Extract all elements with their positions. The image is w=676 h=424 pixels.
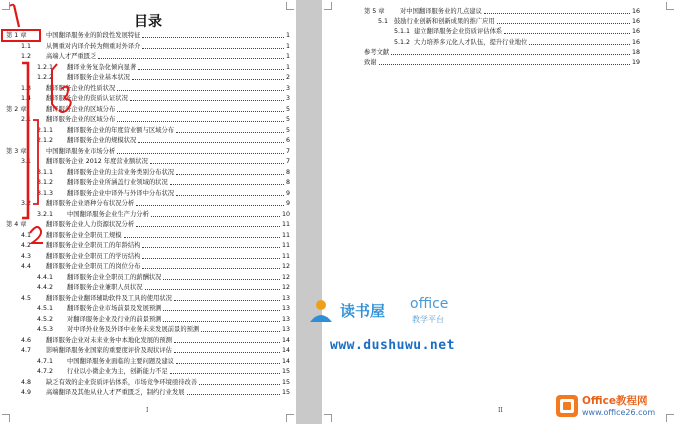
toc-entry-text: 从侧重对内译介转为侧重对外译介 bbox=[46, 42, 141, 50]
toc-entry-number: 4.5 bbox=[21, 294, 32, 302]
toc-entry[interactable] bbox=[21, 94, 290, 104]
toc-entry-number: 1.3 bbox=[21, 84, 32, 92]
toc-entry-page: 18 bbox=[631, 48, 640, 56]
toc-entry-text: 翻译服务企业的年度营业额与区域分布 bbox=[67, 126, 175, 134]
toc-entry[interactable] bbox=[394, 27, 640, 37]
toc-entry-number: 5.1.2 bbox=[394, 38, 411, 46]
toc-entry[interactable] bbox=[37, 283, 290, 293]
toc-entry[interactable] bbox=[37, 63, 290, 73]
toc-entry[interactable] bbox=[21, 199, 290, 209]
toc-entry[interactable] bbox=[394, 38, 640, 48]
toc-entry-number: 4.7 bbox=[21, 347, 32, 354]
toc-entry-text: 鼓励行业创新和创新成果的推广应用 bbox=[394, 18, 495, 26]
toc-entry-text: 翻译业务复杂化倾向显著 bbox=[67, 63, 137, 71]
toc-entry-text: 翻译服务企业 2012 年度营业额状况 bbox=[46, 158, 148, 165]
toc-entry-page: 11 bbox=[281, 252, 290, 260]
toc-entry-page: 8 bbox=[285, 179, 290, 186]
toc-entry[interactable] bbox=[21, 52, 290, 62]
toc-entry-number: 1.1 bbox=[21, 42, 32, 50]
toc-entry[interactable] bbox=[37, 273, 290, 283]
toc-entry-number: 5.1.1 bbox=[394, 28, 411, 36]
toc-entry[interactable] bbox=[21, 294, 290, 304]
toc-entry-text: 翻译服务企业翻译辅助软件及工具的使用状况 bbox=[46, 294, 172, 302]
toc-leader-dots bbox=[151, 210, 280, 217]
toc-leader-dots bbox=[504, 27, 630, 34]
toc-entry[interactable] bbox=[6, 105, 290, 115]
toc-entry-page: 7 bbox=[285, 158, 290, 165]
toc-entry-number: 1.2.1 bbox=[37, 63, 54, 71]
toc-entry-page: 9 bbox=[285, 200, 290, 207]
toc-leader-dots bbox=[176, 189, 284, 196]
toc-entry-text: 翻译服务企业全职员工的年龄结构 bbox=[46, 242, 141, 249]
toc-leader-dots bbox=[142, 42, 284, 49]
toc-leader-dots bbox=[132, 73, 284, 80]
toc-entry-text: 翻译服务企业的资质认证状况 bbox=[46, 95, 128, 102]
toc-entry-page: 19 bbox=[631, 59, 640, 66]
toc-leader-dots bbox=[142, 241, 280, 248]
toc-entry-number: 4.4 bbox=[21, 263, 32, 270]
toc-entry-number: 第 4 章 bbox=[6, 221, 27, 228]
toc-entry[interactable] bbox=[21, 336, 290, 346]
toc-entry-page: 12 bbox=[281, 273, 290, 281]
toc-entry[interactable] bbox=[364, 58, 640, 68]
toc-entry-text: 建立翻译服务企业资质评估体系 bbox=[414, 28, 503, 36]
toc-entry-page: 16 bbox=[631, 18, 640, 26]
toc-entry-number: 4.1 bbox=[21, 231, 32, 239]
toc-leader-dots bbox=[176, 168, 284, 175]
crop-mark bbox=[324, 2, 332, 10]
toc-entry-number: 第 5 章 bbox=[364, 8, 385, 15]
toc-leader-dots bbox=[130, 94, 284, 101]
watermark-url: www.dushuwu.net bbox=[330, 338, 455, 353]
document-page-1 bbox=[0, 0, 296, 424]
brand-name: Office教程网 bbox=[582, 395, 648, 407]
toc-entry[interactable] bbox=[364, 7, 640, 17]
toc-entry-page: 14 bbox=[281, 347, 290, 354]
office-logo-icon bbox=[556, 395, 578, 417]
toc-entry[interactable] bbox=[37, 126, 290, 136]
toc-entry-number: 4.2 bbox=[21, 242, 32, 249]
toc-entry-page: 13 bbox=[281, 326, 290, 333]
toc-entry-number: 3.1.1 bbox=[37, 168, 54, 176]
toc-leader-dots bbox=[98, 52, 284, 59]
toc-entry-number: 4.9 bbox=[21, 389, 32, 396]
toc-entry-text: 高端翻译及其他从业人才严重匮乏，制约行业发展 bbox=[46, 389, 185, 396]
toc-entry[interactable] bbox=[21, 252, 290, 262]
toc-entry-page: 8 bbox=[285, 168, 290, 176]
toc-entry-page: 13 bbox=[281, 294, 290, 302]
watermark-site-name: 读书屋 bbox=[340, 302, 386, 320]
toc-entry-text: 翻译服务企业所涵盖行业领域的状况 bbox=[67, 179, 168, 186]
toc-entry-text: 翻译服务企业的主营业务类别分布状况 bbox=[67, 168, 175, 176]
toc-entry-page: 13 bbox=[281, 305, 290, 312]
toc-entry-page: 3 bbox=[285, 95, 290, 102]
toc-entry[interactable] bbox=[364, 48, 640, 58]
toc-entry-page: 1 bbox=[285, 63, 290, 71]
toc-entry[interactable] bbox=[21, 231, 290, 241]
crop-mark bbox=[666, 2, 674, 10]
watermark-office-label: office bbox=[410, 296, 449, 312]
toc-leader-dots bbox=[201, 325, 280, 332]
toc-entry[interactable] bbox=[21, 262, 290, 272]
toc-entry-page: 11 bbox=[281, 242, 290, 249]
toc-entry-page: 1 bbox=[285, 42, 290, 50]
toc-leader-dots bbox=[117, 147, 284, 154]
toc-entry-number: 1.2.2 bbox=[37, 74, 54, 81]
toc-entry-text: 行业以小微企业为主，创新能力不足 bbox=[67, 368, 168, 375]
toc-entry[interactable] bbox=[21, 115, 290, 125]
toc-entry-text: 影响翻译服务业国家的重要度评价及现状评估 bbox=[46, 347, 172, 354]
toc-entry[interactable] bbox=[378, 17, 640, 27]
toc-entry-page: 11 bbox=[281, 221, 290, 228]
toc-entry-number: 致谢 bbox=[364, 59, 377, 66]
toc-entry-page: 10 bbox=[281, 210, 290, 218]
toc-entry-page: 15 bbox=[281, 378, 290, 386]
toc-entry-text: 翻译服务企业中译外与外译中分布状况 bbox=[67, 189, 175, 197]
toc-entry-page: 14 bbox=[281, 336, 290, 344]
brand-badge bbox=[556, 393, 674, 421]
toc-entry-page: 3 bbox=[285, 84, 290, 92]
toc-entry-text: 对中译外业务及外译中业务未来发展前景的预测 bbox=[67, 326, 200, 333]
toc-title: 目录 bbox=[134, 14, 162, 30]
toc-entry-text: 翻译服务企业的规模状况 bbox=[67, 137, 137, 144]
brand-url: www.office26.com bbox=[582, 408, 656, 417]
toc-entry-number: 3.2.1 bbox=[37, 210, 54, 218]
toc-entry[interactable] bbox=[21, 388, 290, 398]
toc-entry[interactable] bbox=[6, 31, 290, 41]
toc-entry-number: 参考文献 bbox=[364, 48, 390, 56]
toc-leader-dots bbox=[117, 84, 284, 91]
toc-entry[interactable] bbox=[37, 189, 290, 199]
toc-entry-text: 翻译服务企业全职员工的学历结构 bbox=[46, 252, 141, 260]
toc-entry-page: 7 bbox=[285, 147, 290, 155]
toc-entry-number: 5.1 bbox=[378, 18, 389, 26]
toc-leader-dots bbox=[170, 367, 280, 374]
toc-entry[interactable] bbox=[21, 346, 290, 356]
toc-entry-number: 第 2 章 bbox=[6, 105, 27, 113]
toc-entry-text: 中国翻译服务业市场分析 bbox=[46, 147, 116, 155]
toc-entry-text: 翻译服务企业的区域分布 bbox=[46, 116, 116, 123]
toc-entry-page: 5 bbox=[285, 126, 290, 134]
toc-leader-dots bbox=[497, 17, 630, 24]
toc-entry-page: 9 bbox=[285, 189, 290, 197]
toc-leader-dots bbox=[117, 115, 284, 122]
toc-leader-dots bbox=[150, 157, 284, 164]
toc-entry[interactable] bbox=[37, 73, 290, 83]
toc-entry-page: 16 bbox=[631, 28, 640, 36]
toc-entry-page: 12 bbox=[281, 284, 290, 291]
page-number: I bbox=[146, 407, 149, 414]
toc-leader-dots bbox=[138, 136, 284, 143]
toc-leader-dots bbox=[484, 7, 630, 14]
toc-entry[interactable] bbox=[21, 378, 290, 388]
toc-entry-number: 4.6 bbox=[21, 336, 32, 344]
toc-entry-text: 对中国翻译服务业的几点建议 bbox=[400, 8, 482, 15]
toc-entry-number: 4.4.2 bbox=[37, 284, 54, 291]
toc-entry-number: 4.5.1 bbox=[37, 305, 54, 312]
toc-entry-page: 1 bbox=[285, 32, 290, 39]
toc-entry[interactable] bbox=[37, 178, 290, 188]
toc-entry-number: 第 1 章 bbox=[6, 32, 27, 39]
crop-mark bbox=[286, 2, 294, 10]
toc-entry-page: 5 bbox=[285, 105, 290, 113]
toc-entry-number: 4.7.1 bbox=[37, 357, 54, 365]
crop-mark bbox=[286, 414, 294, 422]
toc-entry-page: 5 bbox=[285, 116, 290, 123]
toc-entry[interactable] bbox=[37, 304, 290, 314]
toc-entry-text: 翻译服务企业基本状况 bbox=[67, 74, 130, 81]
toc-entry-text: 翻译服务企业人力资源状况分析 bbox=[46, 221, 135, 228]
toc-entry-text: 翻译服务企业全职员工的岗位分布 bbox=[46, 263, 141, 270]
toc-entry-number: 1.2 bbox=[21, 53, 32, 60]
toc-leader-dots bbox=[138, 63, 284, 70]
toc-leader-dots bbox=[142, 252, 280, 259]
toc-entry-number: 3.1 bbox=[21, 158, 32, 165]
toc-entry-text: 翻译服务企业兼职人员状况 bbox=[67, 284, 143, 291]
crop-mark bbox=[2, 414, 10, 422]
toc-entry-text: 大力培养多元化人才队伍，提升行业地位 bbox=[414, 38, 528, 46]
toc-entry-text: 中国翻译服务业面临的主要问题及建议 bbox=[67, 357, 175, 365]
toc-leader-dots bbox=[163, 273, 280, 280]
toc-entry-number: 4.3 bbox=[21, 252, 32, 260]
toc-entry-number: 第 3 章 bbox=[6, 147, 27, 155]
toc-entry-page: 2 bbox=[285, 74, 290, 81]
toc-entry[interactable] bbox=[37, 325, 290, 335]
toc-entry[interactable] bbox=[37, 367, 290, 377]
toc-leader-dots bbox=[529, 38, 630, 45]
toc-entry-number: 1.4 bbox=[21, 95, 32, 102]
toc-entry-page: 16 bbox=[631, 8, 640, 15]
toc-leader-dots bbox=[187, 388, 280, 395]
toc-leader-dots bbox=[124, 231, 280, 238]
toc-entry-text: 翻译服务企业的区域分布 bbox=[46, 105, 116, 113]
toc-leader-dots bbox=[176, 357, 280, 364]
toc-leader-dots bbox=[136, 220, 280, 227]
toc-entry-number: 2.1.2 bbox=[37, 137, 54, 144]
toc-entry[interactable] bbox=[21, 42, 290, 52]
toc-entry-number: 4.8 bbox=[21, 378, 32, 386]
toc-leader-dots bbox=[142, 31, 284, 38]
toc-entry-text: 中国翻译服务业的阶段性发展特征 bbox=[46, 32, 141, 39]
toc-entry[interactable] bbox=[37, 315, 290, 325]
toc-entry-page: 12 bbox=[281, 263, 290, 270]
toc-entry[interactable] bbox=[37, 357, 290, 367]
toc-leader-dots bbox=[174, 336, 280, 343]
toc-entry-page: 11 bbox=[281, 231, 290, 239]
toc-entry-page: 15 bbox=[281, 368, 290, 375]
toc-leader-dots bbox=[163, 304, 280, 311]
toc-entry-page: 1 bbox=[285, 53, 290, 60]
toc-entry-text: 翻译服务企业市场前景及发展预测 bbox=[67, 305, 162, 312]
toc-entry-page: 14 bbox=[281, 357, 290, 365]
toc-entry[interactable] bbox=[21, 157, 290, 167]
toc-entry-number: 3.2 bbox=[21, 200, 32, 207]
toc-leader-dots bbox=[117, 105, 284, 112]
crop-mark bbox=[324, 414, 332, 422]
toc-entry-text: 翻译服务企业全职员工规模 bbox=[46, 231, 122, 239]
toc-leader-dots bbox=[136, 199, 284, 206]
toc-entry[interactable] bbox=[37, 168, 290, 178]
watermark-logo-icon bbox=[306, 296, 336, 326]
toc-leader-dots bbox=[145, 283, 280, 290]
toc-entry-number: 4.4.1 bbox=[37, 273, 54, 281]
toc-entry[interactable] bbox=[21, 84, 290, 94]
toc-entry-number: 4.7.2 bbox=[37, 368, 54, 375]
toc-entry-text: 高端人才严重匮乏 bbox=[46, 53, 97, 60]
toc-entry-number: 3.1.2 bbox=[37, 179, 54, 186]
toc-entry[interactable] bbox=[37, 136, 290, 146]
toc-leader-dots bbox=[163, 315, 280, 322]
toc-entry[interactable] bbox=[37, 210, 290, 220]
watermark bbox=[300, 294, 500, 364]
toc-entry-text: 缺乏有效的企业资质评估体系，市场竞争环境亟待改善 bbox=[46, 378, 198, 386]
toc-leader-dots bbox=[176, 126, 284, 133]
toc-leader-dots bbox=[379, 58, 630, 65]
toc-entry[interactable] bbox=[6, 147, 290, 157]
toc-entry[interactable] bbox=[21, 241, 290, 251]
toc-entry-text: 翻译服务企业对未来业务中本地化发展的预测 bbox=[46, 336, 172, 344]
toc-entry-text: 翻译服务企业全职员工的薪酬状况 bbox=[67, 273, 162, 281]
toc-entry-text: 对翻译服务企业及行业的前景预测 bbox=[67, 315, 162, 323]
toc-entry-page: 13 bbox=[281, 315, 290, 323]
toc-entry-number: 3.1.3 bbox=[37, 189, 54, 197]
toc-leader-dots bbox=[170, 178, 284, 185]
crop-mark bbox=[2, 2, 10, 10]
toc-leader-dots bbox=[391, 48, 630, 55]
toc-leader-dots bbox=[174, 346, 280, 353]
toc-entry-number: 4.5.2 bbox=[37, 315, 54, 323]
toc-entry-page: 15 bbox=[281, 389, 290, 396]
toc-entry-page: 16 bbox=[631, 38, 640, 46]
toc-entry-number: 4.5.3 bbox=[37, 326, 54, 333]
toc-leader-dots bbox=[199, 378, 280, 385]
toc-entry-text: 中国翻译服务企业生产力分析 bbox=[67, 210, 149, 218]
toc-entry-text: 翻译服务企业语种分布状况分析 bbox=[46, 200, 135, 207]
toc-leader-dots bbox=[174, 294, 280, 301]
toc-entry-number: 2.1.1 bbox=[37, 126, 54, 134]
toc-entry-number: 2.1 bbox=[21, 116, 32, 123]
toc-entry[interactable] bbox=[6, 220, 290, 230]
toc-leader-dots bbox=[142, 262, 280, 269]
toc-entry-text: 翻译服务企业的性质状况 bbox=[46, 84, 116, 92]
page-number: II bbox=[498, 407, 503, 414]
watermark-office-subtitle: 教学平台 bbox=[412, 315, 444, 324]
toc-entry-page: 6 bbox=[285, 137, 290, 144]
